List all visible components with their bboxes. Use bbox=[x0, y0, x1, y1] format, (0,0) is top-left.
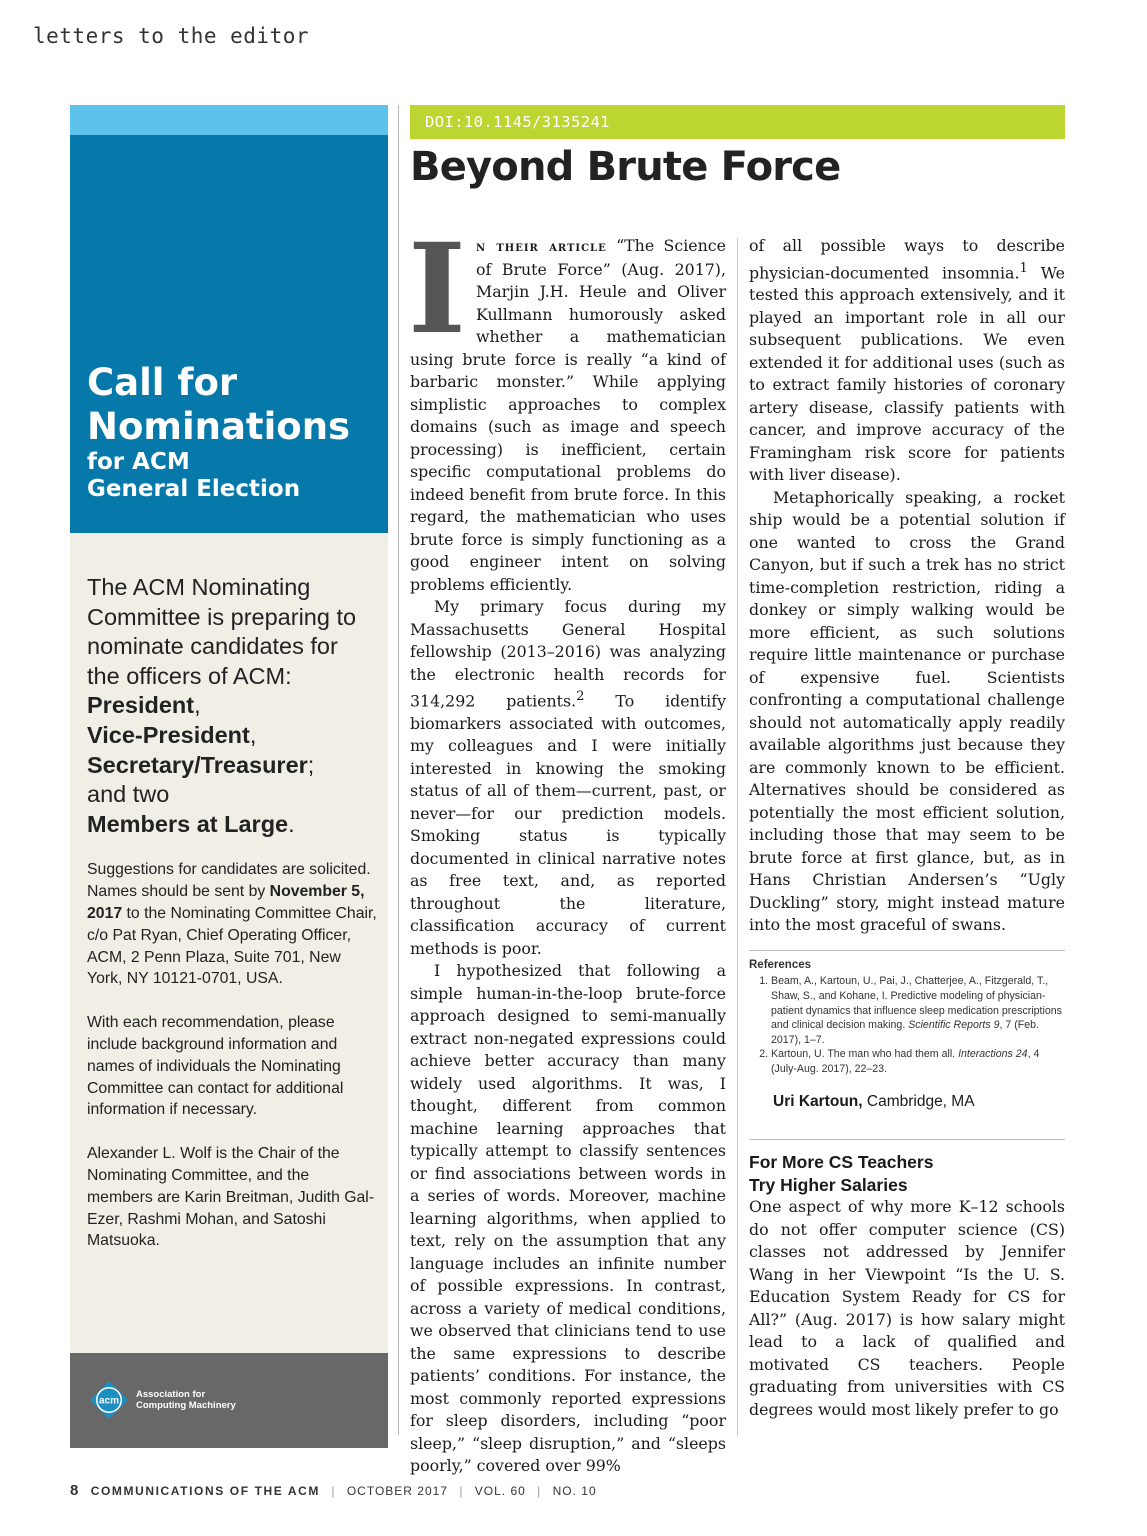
doi-bar: DOI:10.1145/3135241 bbox=[410, 105, 1065, 139]
letter2-body: One aspect of why more K–12 schools do not offer computer science (CS) classes not addressed by Jennifer Wang in her Viewpoint “Is the U. S. Education System Ready for CS for All?” (Aug. 2017) is how salary might lead to a lack of qualified and motivated CS teachers. People graduating from universities with CS degrees would most likely prefer to go bbox=[749, 1197, 1065, 1419]
lead-in: n their article bbox=[476, 239, 607, 255]
paragraph-1: In their article “The Science of Brute Force” (Aug. 2017), Marjin J.H. Heule and Oliver Kullmann humorously asked whether a mathematician using brute force is really “a kind of barbaric monster.” While applying simplistic approaches to complex domains (such as image and speech processing) is inefficient, certain specific computational problems do indeed benefit from brute force. In this regard, the mathematician who uses brute force is simply functioning as a good engineer intent on solving problems efficiently. bbox=[408, 217, 726, 594]
footnote-ref: 1 bbox=[1019, 260, 1028, 276]
letter-divider bbox=[749, 1139, 1065, 1140]
svg-text:acm: acm bbox=[98, 1395, 120, 1407]
section-label: letters to the editor bbox=[33, 24, 310, 48]
reference-item: 2. Kartoun, U. The man who had them all. Interactions 24, 4 (July-Aug. 2017), 22–23. bbox=[771, 1047, 1065, 1076]
page-footer: 8 COMMUNICATIONS OF THE ACM | OCTOBER 2017 | VOL. 60 | NO. 10 bbox=[70, 1482, 597, 1499]
paragraph-4: of all possible ways to describe physician-documented insomnia.$^1$ We tested this approach extensively, and it played an important role in all our subsequent publications. We even extended it for additional uses (such as to extract family histories of coronary artery disease, classify patients with cancer, and improve accuracy of the Framingham risk score for patients with liver disease). bbox=[749, 236, 1065, 485]
article-column-1 bbox=[408, 217, 726, 1478]
column-divider bbox=[737, 238, 738, 1436]
letter2-title: For More CS Teachers Try Higher Salaries bbox=[749, 1152, 934, 1195]
publication-name: COMMUNICATIONS OF THE ACM bbox=[90, 1484, 321, 1498]
article-column-2 bbox=[749, 235, 1065, 1421]
ad-title: Call for Nominations bbox=[87, 361, 351, 448]
acm-nominations-ad bbox=[70, 105, 388, 1448]
ad-footer bbox=[70, 1353, 388, 1448]
ad-subtitle: for ACM General Election bbox=[87, 449, 301, 502]
ad-title-block bbox=[70, 135, 388, 533]
volume: VOL. 60 bbox=[474, 1484, 526, 1498]
reference-item: 1. Beam, A., Kartoun, U., Pai, J., Chatterjee, A., Fitzgerald, T., Shaw, S., and Kohane, I. Predictive modeling of physician-patient dynamics that influence sleep medication prescriptions and clinical decision making. Scientific Reports 9, 7 (Feb. 2017), 1–7. bbox=[771, 974, 1065, 1047]
ad-suggestions: Suggestions for candidates are solicited. Names should be sent by November 5, 2017 to the Nominating Committee Chair, c/o Pat Ryan, Chief Operating Officer, ACM, 2 Penn Plaza, Suite 701, New York, NY 10121-0701, USA. bbox=[87, 861, 377, 988]
ad-body bbox=[87, 573, 377, 1274]
ad-top-stripe bbox=[70, 105, 388, 135]
issue-number: NO. 10 bbox=[552, 1484, 597, 1498]
ad-committee: Alexander L. Wolf is the Chair of the Nominating Committee, and the members are Karin Breitman, Judith Gal-Ezer, Rashmi Mohan, and Satoshi Matsuoka. bbox=[87, 1145, 375, 1250]
paragraph-5: Metaphorically speaking, a rocket ship would be a potential solution if one wanted to cross the Grand Canyon, but if such a trek has no strict time-completion restriction, riding a donkey or simply walking would be more efficient, as such solutions require little maintenance or purchase of expensive fuel. Scientists confronting a computational challenge should not automatically apply readily available algorithms just because they are commonly known to be efficient. Alternatives should be considered as potentially the most efficient solution, including those that may seem to be brute force at first glance, but, as in Hans Christian Andersen’s “Ugly Duckling” story, might instead mature into the most graceful of swans. bbox=[749, 487, 1065, 935]
references-heading: References bbox=[749, 958, 812, 971]
drop-cap: I bbox=[408, 217, 467, 362]
author-signature: Uri Kartoun, Cambridge, MA bbox=[773, 1092, 975, 1110]
ad-recommendation: With each recommendation, please include background information and names of individuals the Nominating Committee can contact for additional information if necessary. bbox=[87, 1014, 344, 1119]
page-number: 8 bbox=[70, 1482, 79, 1499]
sidebar-divider bbox=[398, 105, 399, 1435]
references bbox=[749, 950, 1065, 1077]
ad-deadline: November 5, 2017 bbox=[87, 883, 365, 922]
footnote-ref: 2 bbox=[576, 689, 585, 704]
paragraph-3: I hypothesized that following a simple human-in-the-loop brute-force approach designed to semi-manually extract non-negated expressions could achieve better accuracy than many widely used algorithms. It was, I thought, different from common machine learning approaches that typically attempt to classify sentences or find associations between words in a series of words. Moreover, machine learning algorithms, when applied to text, rely on the assumption that any language includes an infinite number of possible expressions. In contrast, across a variety of medical conditions, we observed that clinicians tend to use the same expressions to describe patients’ conditions. For instance, the most commonly reported expressions for sleep disorders, including “poor sleep,” “sleep disruption,” and “sleeps poorly,” covered over 99% bbox=[410, 961, 726, 1476]
acm-logo-icon bbox=[89, 1380, 129, 1420]
paragraph-2: My primary focus during my Massachusetts General Hospital fellowship (2013–2016) was analyzing the electronic health records for 314,292 patients.$^2$ To identify biomarkers associated with outcomes, my colleagues and I were initially interested in knowing the smoking status of all of them—current, past, or never—for our prediction models. Smoking status is typically documented in clinical narrative notes as free text, and, as reported throughout the literature, classification accuracy of current methods is poor. bbox=[410, 597, 726, 958]
ad-lead-text: The ACM Nominating Committee is preparing to nominate candidates for the officers of ACM: President, Vice-President, Secretary/Treasurer; and two Members at Large. bbox=[87, 574, 357, 837]
issue-date: OCTOBER 2017 bbox=[346, 1484, 448, 1498]
acm-org-name: Association for Computing Machinery bbox=[136, 1389, 236, 1411]
article-title: Beyond Brute Force bbox=[410, 144, 841, 190]
